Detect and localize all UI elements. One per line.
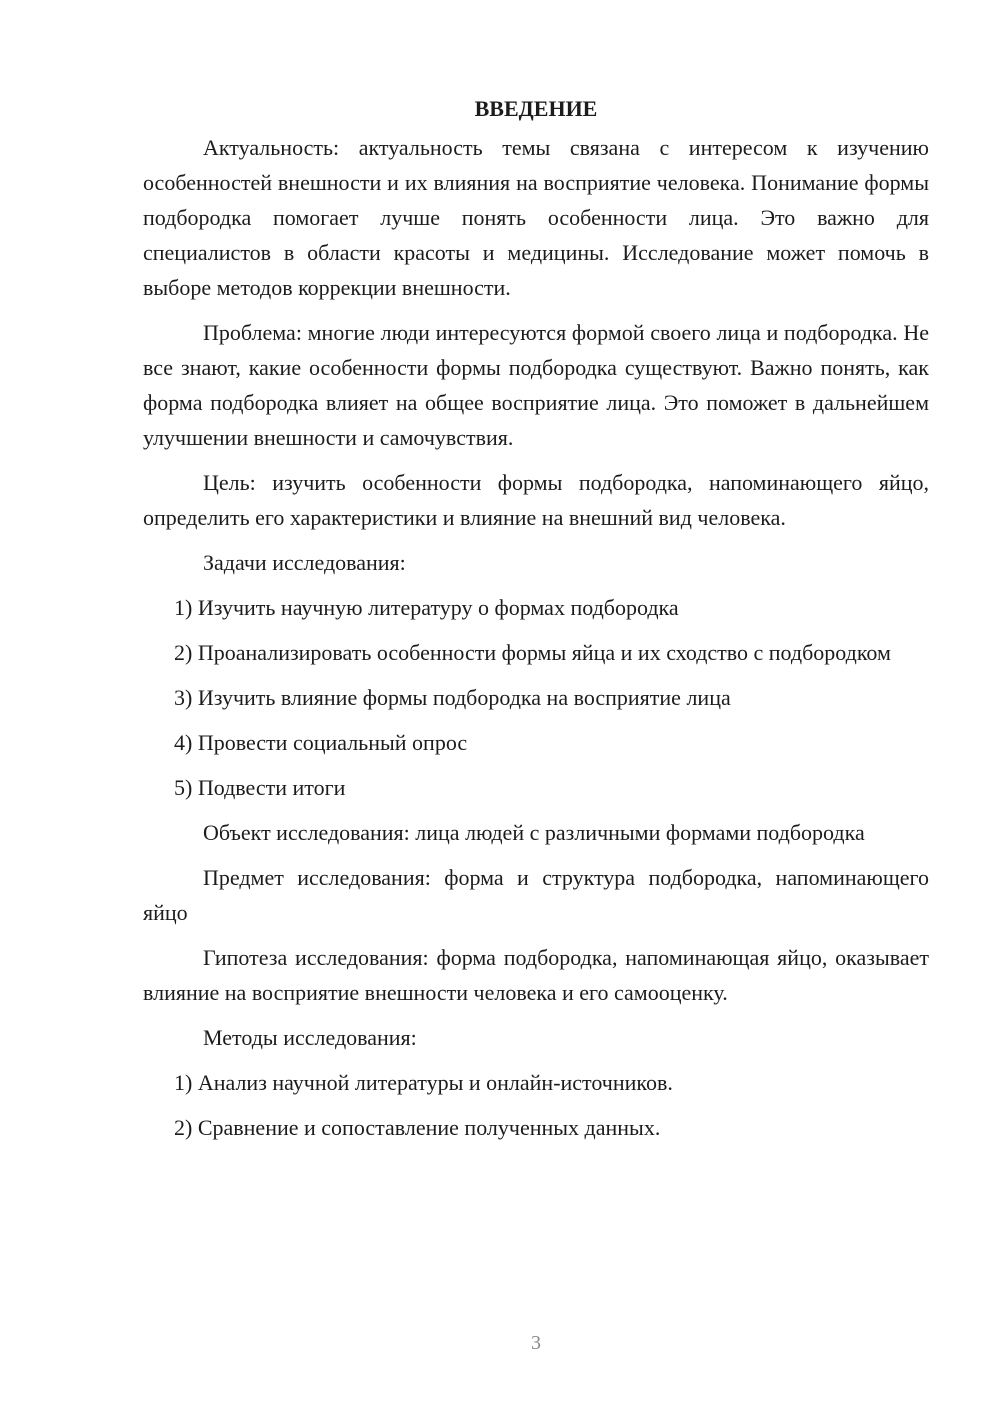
page-number: 3 — [531, 1332, 541, 1354]
tasks-heading: Задачи исследования: — [203, 550, 406, 575]
methods-heading: Методы исследования: — [203, 1025, 417, 1050]
problem-paragraph: Проблема: многие люди интересуются формой своего лица и подбородка. Не все знают, какие особенности формы подбородка существуют. Важно понять, как форма подбородка влияет на общее восприятие лица. Это поможет в дальнейшем улучшении внешности и самочувствия. — [143, 320, 929, 450]
task-item-2: 2) Проанализировать особенности формы яйца и их сходство с подбородком — [174, 640, 891, 665]
task-item-5: 5) Подвести итоги — [174, 775, 346, 800]
document-page — [143, 92, 929, 1145]
task-item-1: 1) Изучить научную литературу о формах подбородка — [174, 595, 679, 620]
method-item-1: 1) Анализ научной литературы и онлайн-источников. — [174, 1070, 673, 1095]
task-item-4: 4) Провести социальный опрос — [174, 730, 468, 755]
subject-paragraph: Предмет исследования: форма и структура подбородка, напоминающего яйцо — [143, 865, 929, 925]
section-title: ВВЕДЕНИЕ — [474, 96, 598, 121]
hypothesis-paragraph: Гипотеза исследования: форма подбородка, напоминающая яйцо, оказывает влияние на восприятие внешности человека и его самооценку. — [143, 945, 929, 1005]
task-item-3: 3) Изучить влияние формы подбородка на восприятие лица — [174, 685, 731, 710]
object-paragraph: Объект исследования: лица людей с различными формами подбородка — [203, 820, 865, 845]
method-item-2: 2) Сравнение и сопоставление полученных данных. — [174, 1115, 661, 1140]
goal-paragraph: Цель: изучить особенности формы подбородка, напоминающего яйцо, определить его характеристики и влияние на внешний вид человека. — [143, 470, 929, 530]
relevance-paragraph: Актуальность: актуальность темы связана с интересом к изучению особенностей внешности и их влияния на восприятие человека. Понимание формы подбородка помогает лучше понять особенности лица. Это важно для специалистов в области красоты и медицины. Исследование может помочь в выборе методов коррекции внешности. — [143, 135, 929, 300]
